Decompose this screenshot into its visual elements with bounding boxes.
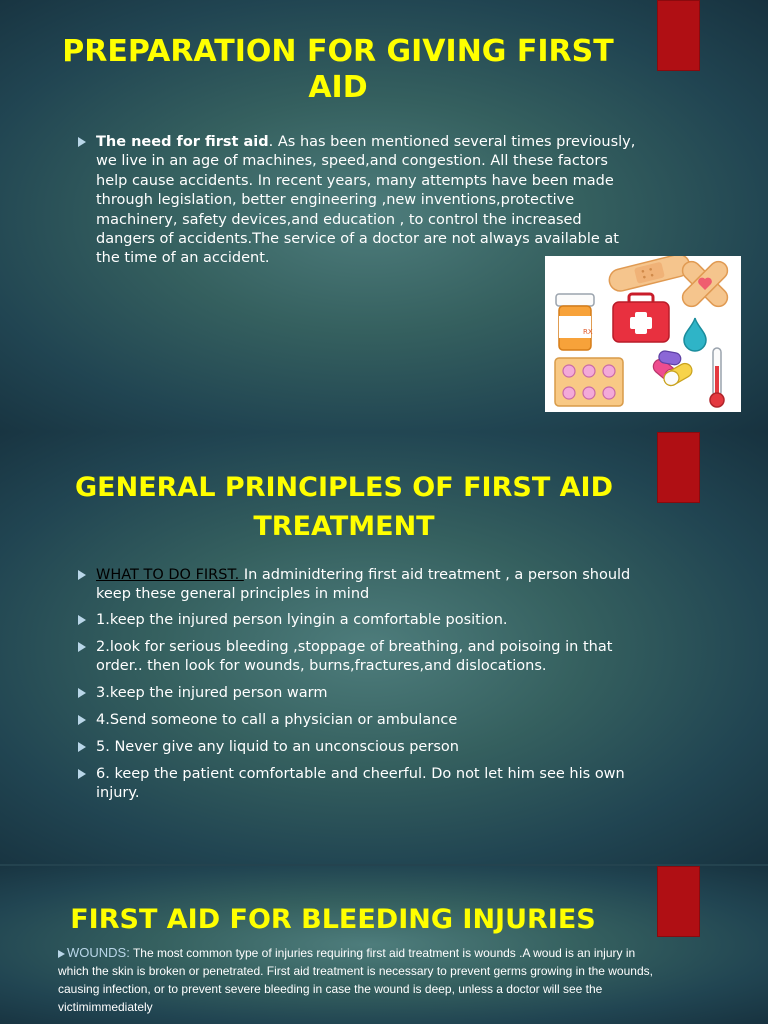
- capsule-icon: [651, 350, 695, 388]
- bullet-lead: WOUNDS:: [67, 945, 130, 960]
- bullet-arrow-icon: [58, 950, 65, 958]
- bullet-text: 5. Never give any liquid to an unconscious person: [96, 739, 459, 755]
- bullet-lead: WHAT TO DO FIRST.: [96, 567, 244, 583]
- bullet-arrow-icon: [78, 769, 86, 779]
- bandage-icon: [607, 256, 692, 293]
- slide-title: FIRST AID FOR BLEEDING INJURIES: [70, 904, 596, 935]
- bullet-lead: The need for first aid: [96, 134, 269, 150]
- slide-title: PREPARATION FOR GIVING FIRST AID: [62, 34, 614, 105]
- bullet-text: 1.keep the injured person lyingin a comfortable position.: [96, 612, 508, 628]
- bullet-arrow-icon: [78, 137, 86, 147]
- wounds-paragraph: [58, 944, 662, 1016]
- slide-bleeding-injuries: [0, 866, 768, 1024]
- slide-general-principles: [0, 432, 768, 864]
- first-aid-clipart: [545, 256, 741, 412]
- water-drop-icon: [684, 318, 706, 351]
- bullet-text: 4.Send someone to call a physician or ambulance: [96, 712, 458, 728]
- thermometer-icon: [710, 348, 724, 407]
- svg-text:RX: RX: [583, 328, 593, 336]
- accent-bar: [657, 866, 700, 937]
- list-item: [76, 566, 632, 604]
- bullet-arrow-icon: [78, 570, 86, 580]
- bullet-arrow-icon: [78, 742, 86, 752]
- bullet-text: . As has been mentioned several times previously, we live in an age of machines, speed,and congestion. All these factors help cause accidents. In recent years, many attempts have been made through legislation, better engineering ,new inventions,protective machinery, safety devices,and education , to control the increased dangers of accidents.The service of a doctor are not always available at the time of an accident.: [96, 134, 636, 267]
- blister-pack-icon: [555, 358, 623, 406]
- bullet-text: 3.keep the injured person warm: [96, 685, 328, 701]
- bullet-list: [76, 133, 636, 269]
- accent-bar: [657, 0, 700, 71]
- slide-title: GENERAL PRINCIPLES OF FIRST AID TREATMENT: [75, 472, 613, 542]
- list-item: [76, 765, 632, 803]
- accent-bar: [657, 432, 700, 503]
- principles-list: [76, 566, 632, 803]
- list-item: [76, 133, 636, 269]
- list-item: [76, 711, 632, 730]
- bullet-text: In adminidtering first aid treatment , a person should keep these general principles in mind: [96, 567, 631, 602]
- list-item: [76, 684, 632, 703]
- list-item: [76, 611, 632, 630]
- bullet-arrow-icon: [78, 715, 86, 725]
- pill-bottle-icon: [556, 294, 594, 350]
- bullet-text: 2.look for serious bleeding ,stoppage of breathing, and poisoing in that order.. then look for wounds, burns,fractures,and dislocations.: [96, 639, 613, 674]
- list-item: [76, 638, 632, 676]
- bullet-arrow-icon: [78, 615, 86, 625]
- bullet-arrow-icon: [78, 642, 86, 652]
- slide-preparation: [0, 0, 768, 432]
- bullet-text: The most common type of injuries requiring first aid treatment is wounds .A woud is an injury in which the skin is broken or penetrated. First aid treatment is necessary to prevent germs growing in the wounds, causing infection, or to prevent severe bleeding in case the wound is deep, unless a doctor will see the victimimmediately: [58, 946, 653, 1014]
- bullet-text: 6. keep the patient comfortable and cheerful. Do not let him see his own injury.: [96, 766, 625, 801]
- first-aid-kit-icon: [613, 294, 669, 342]
- crossed-bandage-icon: [679, 258, 731, 310]
- bullet-arrow-icon: [78, 688, 86, 698]
- list-item: [76, 738, 632, 757]
